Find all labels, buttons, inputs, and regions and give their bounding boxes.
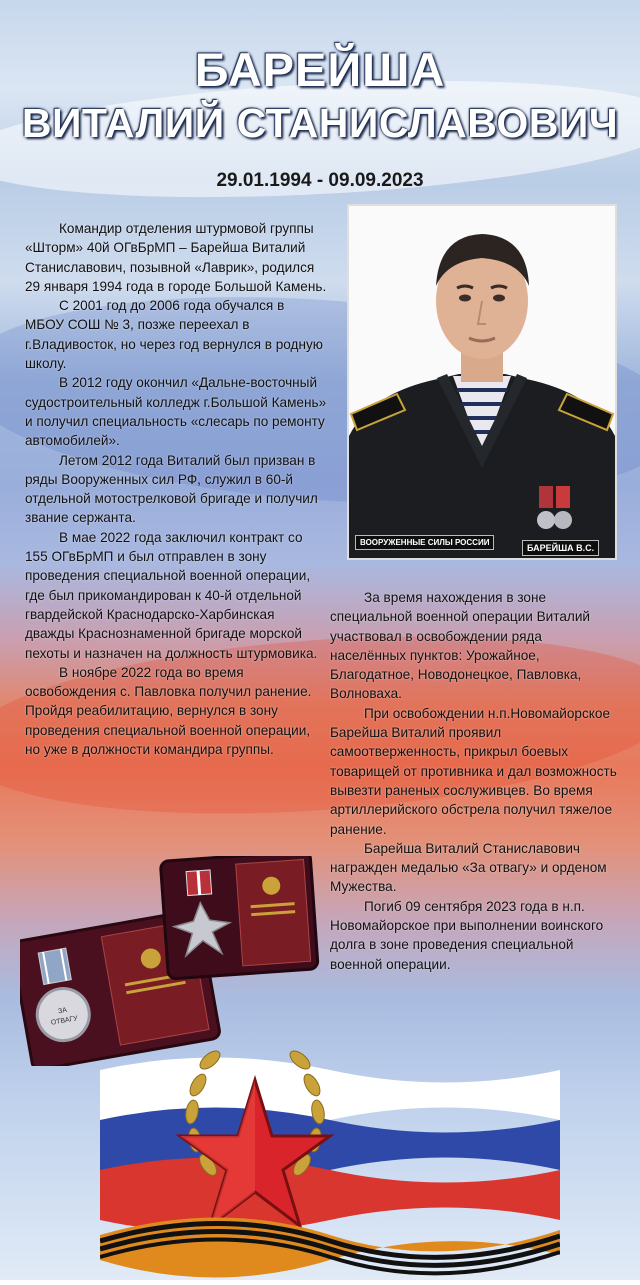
bio-paragraph: Погиб 09 сентября 2023 года в н.п. Новомайорское при выполнении воинского долга в зоне проведения специальной военной операции. <box>330 898 604 972</box>
bio-paragraph: В мае 2022 года заключил контракт со 155 ОГвБрМП и был отправлен в зону проведения специальной военной операции, где был прикомандирован к 40-й отдельной гвардейской Краснодарско-Харбинская дважды Краснознаменной бригаде морской пехоты и назначен на должность штурмовика. <box>25 529 318 661</box>
soldier-portrait-illustration <box>349 206 615 558</box>
full-name-title: ВИТАЛИЙ СТАНИСЛАВОВИЧ <box>21 100 619 146</box>
bio-paragraph: Командир отделения штурмовой группы «Шторм» 40й ОГвБрМП – Барейша Виталий Станиславович, позывной «Лаврик», родился 29 января 1994 года в городе Большой Камень. <box>25 221 327 294</box>
surname-title: БАРЕЙША <box>194 43 446 96</box>
bio-paragraph: Барейша Виталий Станиславович награжден медалью «За отвагу» и орденом Мужества. <box>330 840 607 895</box>
bio-paragraph: В 2012 году окончил «Дальне-восточный судостроительный колледж г.Большой Камень» и получил специальность «слесарь по ремонту автомобилей». <box>25 375 327 449</box>
medal-cases <box>20 856 320 1066</box>
uniform-patch: ВООРУЖЕННЫЕ СИЛЫ РОССИИ <box>355 535 494 550</box>
life-dates: 29.01.1994 - 09.09.2023 <box>216 170 424 191</box>
portrait-photo <box>347 204 617 560</box>
medal-inscription-2: ОТВАГУ <box>50 1015 79 1027</box>
medal-inscription-1: ЗА <box>57 1006 68 1016</box>
biography-left-column <box>25 219 327 759</box>
biography-right-column <box>330 588 620 974</box>
memorial-emblem <box>100 1040 560 1280</box>
bio-paragraph: Летом 2012 года Виталий был призван в ряды Вооруженных сил РФ, служил в 60-й отдельной мотострелковой бригаде и получил звание сержанта. <box>25 452 318 526</box>
bio-paragraph: При освобождении н.п.Новомайорское Барейша Виталий проявил самоотверженность, прикрыл боевых товарищей от противника и дал возможность вывезти раненых сослуживцев. Во время артиллерийского обстрела получил тяжелое ранение. <box>330 705 617 837</box>
bio-paragraph: С 2001 год до 2006 года обучался в МБОУ СОШ № 3, позже переехал в г.Владивосток, но через год вернулся в родную школу. <box>25 298 323 372</box>
bio-paragraph: В ноябре 2022 года во время освобождения с. Павловка получил ранение. Пройдя реабилитацию, вернулся в зону проведения специальной военной операции, но уже в должности командира группы. <box>25 664 312 758</box>
order-of-courage-case <box>160 856 318 979</box>
waving-russian-flag <box>100 1058 560 1233</box>
st-george-ribbon <box>100 1218 560 1278</box>
name-tag: БАРЕЙША В.С. <box>522 540 599 556</box>
bio-paragraph: За время нахождения в зоне специальной военной операции Виталий участвовал в освобождении ряда населённых пунктов: Урожайное, Благодатное, Новодонецкое, Павловка, Волноваха. <box>330 590 591 702</box>
